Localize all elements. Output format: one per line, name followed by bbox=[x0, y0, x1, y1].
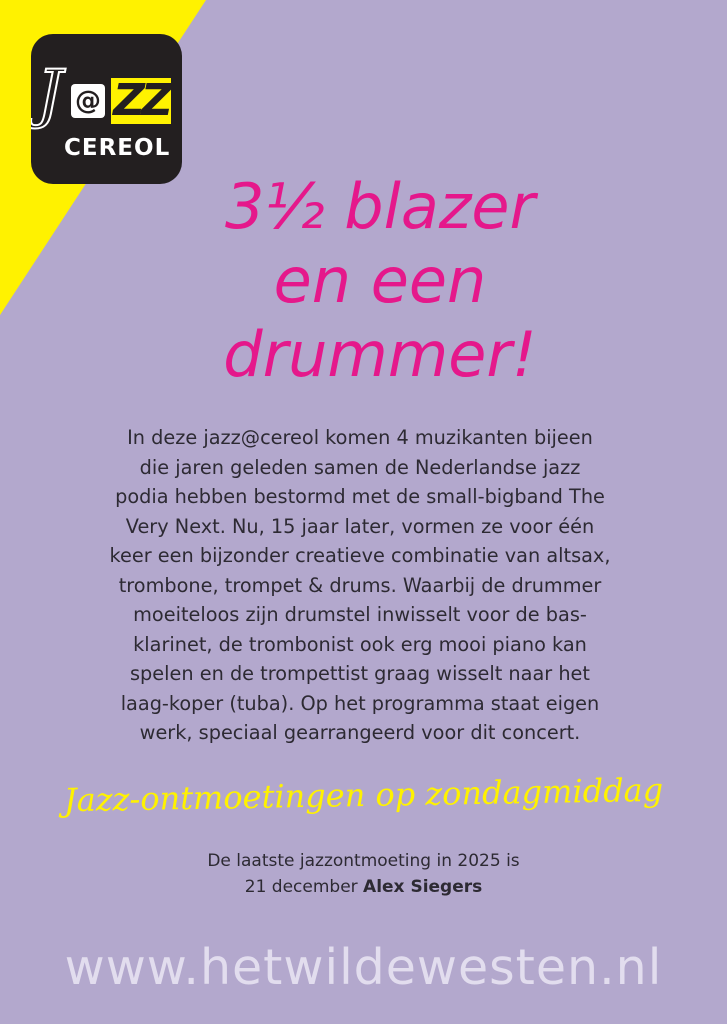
logo-at-sign: @ bbox=[71, 84, 105, 118]
description-line: podia hebben bestormd met de small-bigband The bbox=[115, 485, 605, 508]
logo-j-letter: J bbox=[37, 57, 63, 131]
next-event-date-line bbox=[100, 874, 627, 900]
description-line: keer een bijzonder creatieve combinatie van altsax, bbox=[109, 544, 611, 567]
headline-line: 3½ blazer bbox=[225, 170, 535, 243]
website-url[interactable]: www.hetwildewesten.nl bbox=[64, 939, 663, 996]
next-event-artist: Alex Siegers bbox=[363, 877, 483, 897]
description-line: Very Next. Nu, 15 jaar later, vormen ze voor één bbox=[125, 514, 595, 538]
next-event-line: De laatste jazzontmoeting in 2025 is bbox=[207, 851, 520, 871]
headline bbox=[100, 170, 660, 392]
headline-line: en een bbox=[273, 244, 487, 317]
description-line: spelen en de trompettist graag wisselt naar het bbox=[130, 662, 590, 685]
description-line: klarinet, de trombonist ook erg mooi piano kan bbox=[133, 632, 587, 656]
description-line: laag-koper (tuba). Op het programma staat eigen bbox=[120, 691, 600, 715]
description-line: trombone, trompet & drums. Waarbij de drummer bbox=[118, 573, 602, 597]
logo-cereol-word: CEREOL bbox=[64, 135, 171, 161]
description-line: moeiteloos zijn drumstel inwisselt voor de bas- bbox=[133, 603, 587, 626]
tagline: Jazz-ontmoetingen op zondagmiddag bbox=[63, 770, 664, 820]
description-paragraph bbox=[70, 423, 650, 748]
logo-zz-letters: ZZ bbox=[111, 78, 171, 124]
headline-line: drummer! bbox=[223, 318, 537, 391]
description-line: die jaren geleden samen de Nederlandse jazz bbox=[139, 455, 581, 479]
jazz-cereol-logo bbox=[31, 34, 182, 184]
description-line: werk, speciaal gearrangeerd voor dit concert. bbox=[139, 721, 581, 744]
description-line: In deze jazz@cereol komen 4 muzikanten bijeen bbox=[127, 426, 593, 449]
next-event-info bbox=[100, 848, 627, 900]
next-event-date: 21 december bbox=[244, 877, 364, 897]
